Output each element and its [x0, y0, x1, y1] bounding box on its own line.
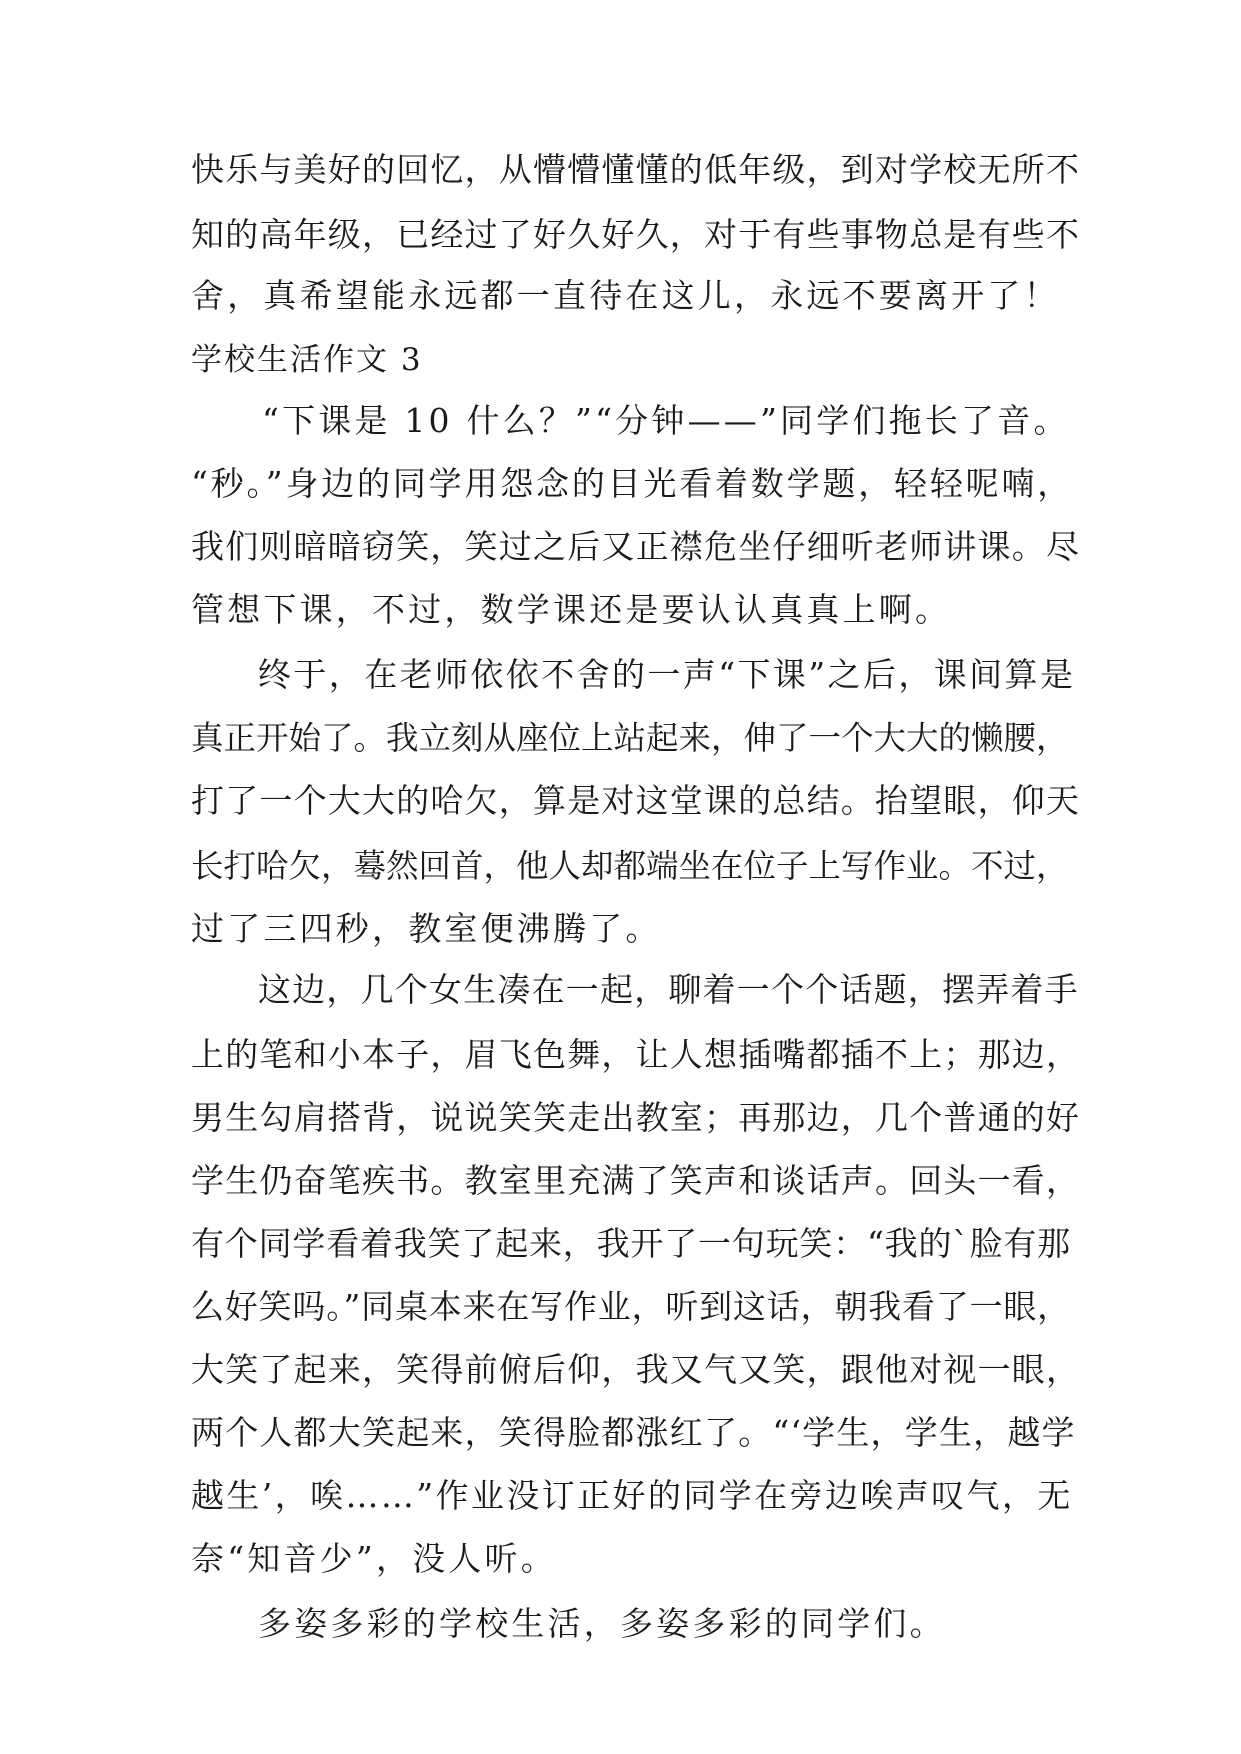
text-line: 奈“知音少”，没人听。	[191, 1539, 557, 1578]
text-line: 有个同学看着我笑了起来，我开了一句玩笑：“我的`脸有那	[191, 1224, 1071, 1263]
paragraph-first-line: “下课是 10 什么？”“分钟——”同学们拖长了音。	[262, 401, 1070, 440]
paragraph-first-line: 这边，几个女生凑在一起，聊着一个个话题，摆弄着手	[258, 970, 1079, 1009]
text-line: 两个人都大笑起来，笑得脸都涨红了。“‘学生，学生，越学	[191, 1413, 1076, 1452]
text-line: 男生勾肩搭背，说说笑笑走出教室；再那边，几个普通的好	[191, 1098, 1081, 1137]
text-line: “秒。”身边的同学用怨念的目光看着数学题，轻轻呢喃，	[191, 464, 1074, 503]
text-line: 管想下课，不过，数学课还是要认认真真上啊。	[191, 590, 952, 629]
paragraph-first-line: 终于，在老师依依不舍的一声“下课”之后，课间算是	[258, 655, 1076, 694]
text-line: 越生’，唉……”作业没订正好的同学在旁边唉声叹气，无	[191, 1476, 1073, 1515]
section-heading: 学校生活作文 3	[191, 342, 423, 378]
text-line: 我们则暗暗窃笑，笑过之后又正襟危坐仔细听老师讲课。尽	[191, 527, 1081, 566]
text-line: 么好笑吗。”同桌本来在写作业，听到这话，朝我看了一眼，	[191, 1287, 1071, 1326]
text-line: 知的高年级，已经过了好久好久，对于有些事物总是有些不	[191, 215, 1081, 254]
text-line: 学生仍奋笔疾书。教室里充满了笑声和谈话声。回头一看，	[191, 1161, 1081, 1200]
text-line: 大笑了起来，笑得前俯后仰，我又气又笑，跟他对视一眼，	[191, 1350, 1081, 1389]
text-line: 快乐与美好的回忆，从懵懵懂懂的低年级，到对学校无所不	[191, 150, 1081, 189]
text-line: 舍，真希望能永远都一直待在这儿，永远不要离开了！	[191, 276, 1060, 315]
paragraph-first-line: 多姿多彩的学校生活，多姿多彩的同学们。	[258, 1604, 946, 1643]
text-line: 上的笔和小本子，眉飞色舞，让人想插嘴都插不上；那边，	[191, 1035, 1081, 1074]
text-line: 打了一个大大的哈欠，算是对这堂课的总结。抬望眼，仰天	[191, 781, 1081, 820]
text-line: 长打哈欠，蓦然回首，他人却都端坐在位子上写作业。不过，	[191, 847, 1069, 885]
text-line: 过了三四秒，教室便沸腾了。	[191, 909, 662, 948]
text-line: 真正开始了。我立刻从座位上站起来，伸了一个大大的懒腰，	[191, 719, 1069, 757]
